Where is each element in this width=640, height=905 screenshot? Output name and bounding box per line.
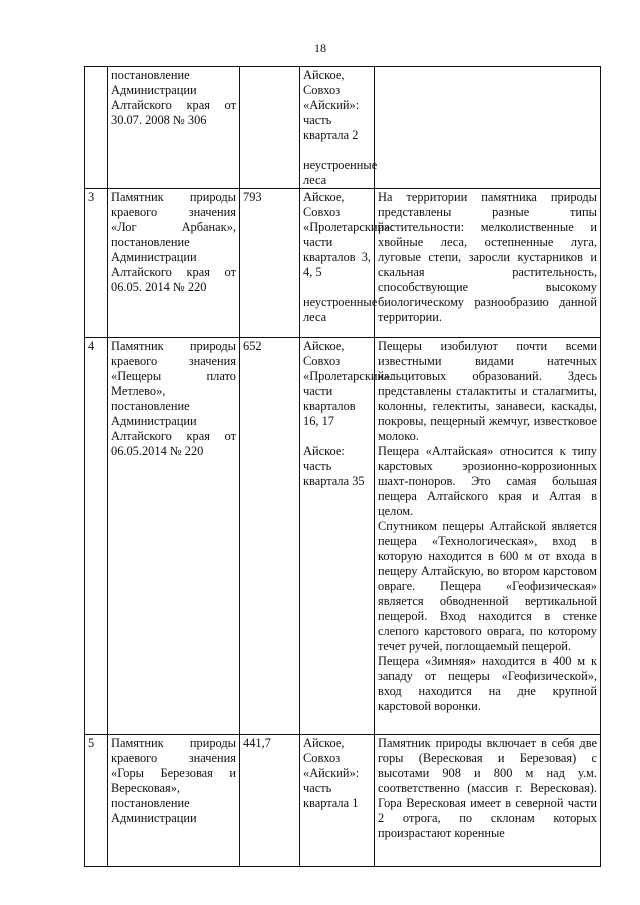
forest-type-text: неустроенные леса [303, 158, 378, 187]
description-paragraph: Пещеры изобилуют почти всеми известными видами натечных кальцитовых образований. Здесь представлены сталактиты и сталагмиты, колонны, гелектиты, занавеси, каскады, покровы, пещерный жемчуг, известковое молоко. [378, 339, 597, 443]
row-number-cell: 4 [85, 338, 108, 735]
location-text: Айское, Совхоз «Айский»: часть квартала 1 [303, 736, 360, 810]
description-paragraph: Спутником пещеры Алтайской является пещера «Технологическая», вход в которую находится в 600 м от входа в пещеру Алтайскую, во втором карстовом овраге. Пещера «Геофизическая» является обводненной вертикальной пещерой. Вход находится в стенке слепого карстового оврага, по которому течет ручей, поглощаемый пещерой. [378, 519, 597, 653]
description-cell [375, 735, 601, 867]
table-row [85, 67, 601, 189]
area-cell: 652 [240, 338, 300, 735]
area-cell [240, 67, 300, 189]
row-number-cell [85, 67, 108, 189]
area-cell: 441,7 [240, 735, 300, 867]
name-cell: Памятник природы краевого значения «Горы Березовая и Вересковая», постановление Администрации [108, 735, 240, 867]
protected-areas-table [84, 66, 601, 867]
description-paragraph: Пещера «Алтайская» относится к типу карстовых эрозионно-коррозионных шахт-поноров. Это самая большая пещера Алтайского края и Алтая в целом. [378, 444, 597, 518]
row-number-cell: 3 [85, 189, 108, 338]
location-cell [300, 735, 375, 867]
location-cell [300, 338, 394, 735]
name-cell: Памятник природы краевого значения «Лог Арбанак», постановление Администрации Алтайского края от 06.05. 2014 № 220 [108, 189, 240, 338]
forest-type-text: неустроенные леса [303, 295, 378, 324]
description-paragraph: Памятник природы включает в себя две горы (Вересковая и Березовая) с высотами 908 и 800 м над у.м. соответственно (массив г. Вересковая). Гора Вересковая имеет в северной части 2 отрога, по склонам которых произрастают коренные [378, 736, 597, 840]
description-cell [375, 338, 601, 735]
location-text-secondary: Айское: часть квартала 35 [303, 444, 365, 488]
location-cell [300, 67, 378, 189]
table-row [85, 338, 601, 735]
location-cell [300, 189, 394, 338]
description-cell [375, 189, 601, 338]
name-cell: постановление Администрации Алтайского края от 30.07. 2008 № 306 [108, 67, 240, 189]
location-text: Айское, Совхоз «Айский»: часть квартала 2 [303, 68, 360, 142]
row-number-cell: 5 [85, 735, 108, 867]
name-cell: Памятник природы краевого значения «Пещеры плато Метлево», постановление Администрации Алтайского края от 06.05.2014 № 220 [108, 338, 240, 735]
table-row [85, 735, 601, 867]
area-cell: 793 [240, 189, 300, 338]
page-number: 18 [314, 41, 326, 55]
description-cell [375, 67, 601, 189]
table-row [85, 189, 601, 338]
location-text: Айское, Совхоз «Пролетарский»: части кварталов 3, 4, 5 [303, 190, 394, 279]
location-text: Айское, Совхоз «Пролетарский»: части кварталов 16, 17 [303, 339, 394, 428]
description-paragraph: На территории памятника природы представлены разные типы растительности: мелколиственные и хвойные леса, остепненные луга, луговые степи, заросли кустарников и скальная растительность, способствующие высокому биологическому разнообразию данной территории. [378, 190, 597, 324]
description-paragraph: Пещера «Зимняя» находится в 400 м к западу от пещеры «Геофизической», вход находится на дне крупной карстовой воронки. [378, 654, 597, 713]
